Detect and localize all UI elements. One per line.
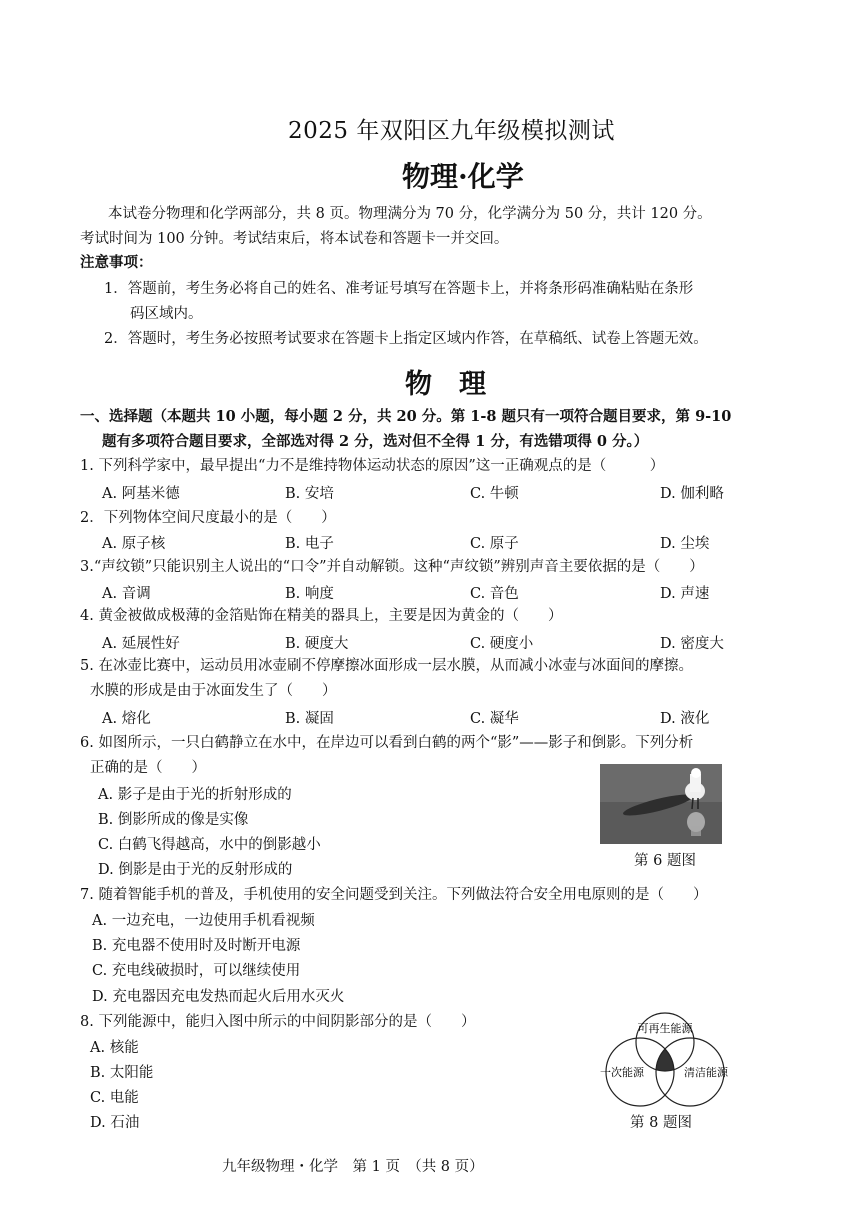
question-8-stem: 8. 下列能源中，能归入图中所示的中间阴影部分的是（ ） xyxy=(80,1014,476,1030)
q1-option-a: A. 阿基米德 xyxy=(102,486,180,502)
q6-option-a: A. 影子是由于光的折射形成的 xyxy=(98,787,292,803)
q8-option-d: D. 石油 xyxy=(90,1115,140,1131)
venn-label-clean: 清洁能源 xyxy=(684,1066,728,1079)
notes-item-2: 2．答题时，考生务必按照考试要求在答题卡上指定区域内作答，在草稿纸、试卷上答题无效。 xyxy=(104,331,708,347)
venn-label-primary: 一次能源 xyxy=(600,1066,644,1079)
question-2-stem: 2．下列物体空间尺度最小的是（ ） xyxy=(80,510,336,526)
crane-photo xyxy=(600,764,722,844)
q3-option-a: A. 音调 xyxy=(102,586,151,602)
q7-option-b: B. 充电器不使用时及时断开电源 xyxy=(92,938,301,954)
q2-option-d: D. 尘埃 xyxy=(660,536,710,552)
energy-venn-diagram xyxy=(592,1010,742,1116)
notes-heading: 注意事项： xyxy=(80,254,153,271)
q1-option-d: D. 伽利略 xyxy=(660,486,724,502)
question-6-stem: 6. 如图所示，一只白鹤静立在水中，在岸边可以看到白鹤的两个“影”——影子和倒影。下列分析 xyxy=(80,735,694,751)
q5-option-d: D. 液化 xyxy=(660,711,710,727)
exam-title: 2025 年双阳区九年级模拟测试 xyxy=(288,118,615,144)
q8-option-c: C. 电能 xyxy=(90,1090,139,1106)
q1-option-b: B. 安培 xyxy=(285,486,334,502)
q2-option-b: B. 电子 xyxy=(285,536,334,552)
q1-option-c: C. 牛顿 xyxy=(470,486,519,502)
q4-option-a: A. 延展性好 xyxy=(102,636,180,652)
q5-option-b: B. 凝固 xyxy=(285,711,334,727)
figure-6-caption: 第 6 题图 xyxy=(634,853,696,869)
question-6-stem-cont: 正确的是（ ） xyxy=(90,760,206,776)
question-7-stem: 7. 随着智能手机的普及，手机使用的安全问题受到关注。下列做法符合安全用电原则的是（ ） xyxy=(80,887,708,903)
q3-option-b: B. 响度 xyxy=(285,586,334,602)
question-4-stem: 4. 黄金被做成极薄的金箔贴饰在精美的器具上，主要是因为黄金的（ ） xyxy=(80,608,563,624)
question-1-stem: 1. 下列科学家中，最早提出“力不是维持物体运动状态的原因”这一正确观点的是（ ） xyxy=(80,458,665,474)
section-heading-cont: 题有多项符合题目要求，全部选对得 2 分，选对但不全得 1 分，有选错项得 0 分。） xyxy=(102,433,649,450)
page-footer: 九年级物理・化学 第 1 页 （共 8 页） xyxy=(222,1159,484,1175)
exam-subject: 物理·化学 xyxy=(402,160,524,193)
q8-option-b: B. 太阳能 xyxy=(90,1065,154,1081)
q4-option-c: C. 硬度小 xyxy=(470,636,534,652)
physics-heading: 物 理 xyxy=(405,369,486,400)
venn-label-renewable: 可再生能源 xyxy=(637,1022,693,1035)
q2-option-c: C. 原子 xyxy=(470,536,519,552)
question-5-stem-cont: 水膜的形成是由于冰面发生了（ ） xyxy=(90,683,337,699)
section-heading: 一、选择题（本题共 10 小题，每小题 2 分，共 20 分。第 1-8 题只有一项符合题目要求，第 9-10 xyxy=(80,408,732,425)
q7-option-d: D. 充电器因充电发热而起火后用水灭火 xyxy=(92,989,345,1005)
q2-option-a: A. 原子核 xyxy=(102,536,166,552)
q5-option-a: A. 熔化 xyxy=(102,711,151,727)
q5-option-c: C. 凝华 xyxy=(470,711,519,727)
q6-option-d: D. 倒影是由于光的反射形成的 xyxy=(98,862,293,878)
question-3-stem: 3.“声纹锁”只能识别主人说出的“口令”并自动解锁。这种“声纹锁”辨别声音主要依据的是（ ） xyxy=(80,559,704,575)
intro-line-2: 考试时间为 100 分钟。考试结束后，将本试卷和答题卡一并交回。 xyxy=(80,231,509,247)
q6-option-b: B. 倒影所成的像是实像 xyxy=(98,812,249,828)
q4-option-d: D. 密度大 xyxy=(660,636,724,652)
figure-8-caption: 第 8 题图 xyxy=(630,1115,692,1131)
q3-option-d: D. 声速 xyxy=(660,586,710,602)
q4-option-b: B. 硬度大 xyxy=(285,636,349,652)
q7-option-a: A. 一边充电，一边使用手机看视频 xyxy=(92,913,315,929)
notes-item-1-cont: 码区域内。 xyxy=(130,306,203,322)
q3-option-c: C. 音色 xyxy=(470,586,519,602)
intro-line-1: 本试卷分物理和化学两部分，共 8 页。物理满分为 70 分，化学满分为 50 分，共计 120 分。 xyxy=(108,206,712,222)
q8-option-a: A. 核能 xyxy=(90,1040,139,1056)
notes-item-1: 1．答题前，考生务必将自己的姓名、准考证号填写在答题卡上，并将条形码准确粘贴在条形 xyxy=(104,281,694,297)
q7-option-c: C. 充电线破损时，可以继续使用 xyxy=(92,963,301,979)
question-5-stem: 5. 在冰壶比赛中，运动员用冰壶刷不停摩擦冰面形成一层水膜，从而减小冰壶与冰面间的摩擦。 xyxy=(80,658,693,674)
q6-option-c: C. 白鹤飞得越高，水中的倒影越小 xyxy=(98,837,321,853)
